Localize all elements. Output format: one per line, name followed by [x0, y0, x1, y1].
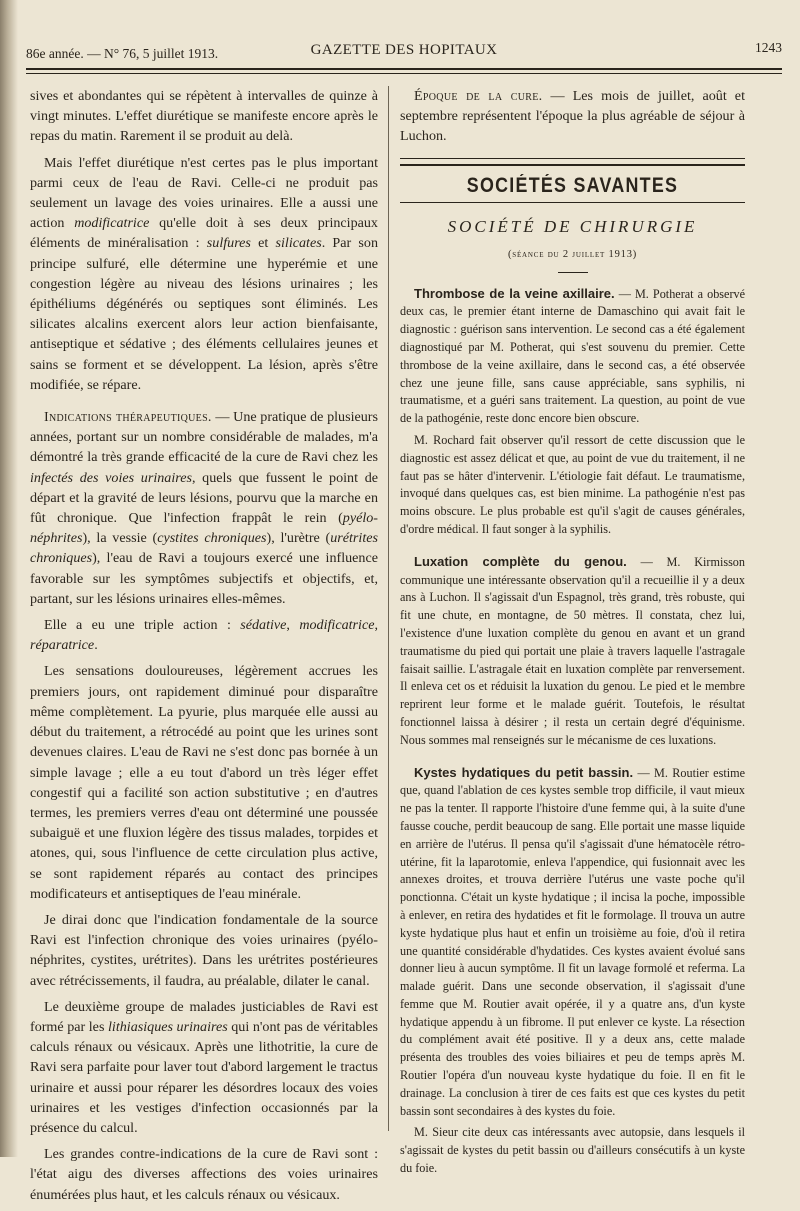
session-date: (séance du 2 juillet 1913)	[507, 249, 638, 261]
column-divider	[388, 86, 389, 1131]
report: Kystes hydatiques du petit bassin. — M. Routier estime que, quand l'ablation de ces kystes semble trop difficile, il vaut mieux ne pas la tenter. Il rapporte l'histoire d'une femme qui, à la suite d'une fausse couche, perdit beaucoup de sang. Elle portait une masse liquide en arrière de l'utérus. Il pensa qu'il s'agissait d'une hématocèle rétro-utérine, fit la laparotomie, enleva l'appendice, qui fusionnait avec les annexes droites, et trouva derrière l'utérus une vaste poche qu'il ponctionna. C'était un kyste hydatique ; il incisa la poche, impossible à enlever, en retira des hydatides et fit le formolage. Il trouva un autre kyste hydatique plus haut et enfin un troisième au foie, d'où il retira une quantité considérable d'hydatides. Ces kystes avaient évolué sans donner lieu à aucun symptôme. Il fit un lavage formolé et referma. La malade guérit. Dans une seconde observation, il s'agissait d'une femme que M. Routier avait opérée, il y a quatre ans, d'un kyste hydatique appendu à un fibrome. Il put enlever ce kyste. La résection du complément avait été positive. Il y a deux ans, cette malade présenta des troubles des voies biliaires et peu de temps après M. Routier l'opéra d'un nouveau kyste hydatique du foie. Il en fit le drainage. La conclusion à tirer de ces faits est que ces kystes du petit bassin sont secondaires à des kystes du foie.	[400, 764, 745, 1118]
report: Luxation complète du genou. — M. Kirmisson communique une intéressante observation qu'il a recueillie il y a deux ans à Luchon. Il s'agissait d'un Espagnol, très grand, très robuste, qui fit une chute, en montagne, de 50 mètres. Il constata, chez lui, l'existence d'une luxation complète du genou en avant et un grand traumatisme du pied qui portait une plaie à travers laquelle l'astragale faisait saillie. L'astragale était en luxation complète par renversement. Il enleva cet os et réduisit la luxation du genou. Le pied et le membre reprirent leur forme et le malade guérit. Toutefois, le résultat fonctionnel laissa à désirer ; il resta un certain degré d'équinisme. Nous sommes mal renseignés sur le mécanisme de ces luxations.	[400, 553, 745, 747]
report: Thrombose de la veine axillaire. — M. Potherat a observé deux cas, le premier étant interne de Damaschino qui avait fait le diagnostic : guérison sans intervention. Le second cas a été également diagnostiqué par M. Potherat, qui s'est souvenu du premier. Cette thrombose de la veine axillaire, dans le second cas, a été observée chez une jeune fille, sans cause appréciable, sans syphilis, ni traumatisme, et a guéri sans traitement. La question, au point de vue de la pathogénie, reste donc encore bien obscure.	[400, 285, 746, 426]
paragraph: Époque de la cure. — Les mois de juillet, août et septembre représentent l'époque la plus agréable de séjour à Luchon.	[400, 88, 745, 144]
short-rule	[558, 272, 588, 273]
section-rule	[400, 202, 745, 203]
page-number: 1243	[755, 40, 782, 55]
paragraph: Je dirai donc que l'indication fondamentale de la source Ravi est l'infection chronique des voies urinaires (pyélo-néphrites, cystites, urétrites). Dans les urétrites postérieures avec rétrécissements, il faudra, au préalable, dilater le canal.	[30, 911, 378, 989]
society-title: SOCIÉTÉ DE CHIRURGIE	[447, 217, 698, 237]
paragraph: Indications thérapeutiques. — Une pratique de plusieurs années, portant sur un nombre considérable de malades, m'a démontré la très grande efficacité de la cure de Ravi chez les infectés des voies urinaires, quels que fussent le point de départ et la gravité de leurs lésions, pourvu que la marche en fût chronique. Que l'infection frappât le rein (pyélo-néphrites), la vessie (cystites chroniques), l'urètre (urétrites chroniques), l'eau de Ravi a toujours exercé une influence favorable sur les symptômes subjectifs et objectifs, et, partant, sur les lésions urinaires elles-mêmes.	[30, 409, 378, 607]
paragraph: Les grandes contre-indications de la cure de Ravi sont : l'état aigu des diverses affections des voies urinaires énumérées plus haut, et les calculs rénaux ou vésicaux.	[30, 1146, 378, 1203]
paragraph: sives et abondantes qui se répètent à intervalles de quinze à vingt minutes. L'effet diurétique se manifeste encore après le repas du matin. Rarement il se produit au delà.	[30, 88, 378, 145]
section-title: SOCIÉTÉS SAVANTES	[466, 174, 679, 197]
issue-info: 86e année. — N° 76, 5 juillet 1913.	[26, 46, 219, 61]
report-title: Luxation complète du genou.	[414, 553, 627, 569]
report-title: Kystes hydatiques du petit bassin.	[414, 764, 634, 780]
header-rule	[26, 68, 782, 74]
paragraph: Elle a eu une triple action : sédative, modificatrice, réparatrice.	[30, 617, 378, 654]
runin-heading: Indications thérapeutiques.	[44, 409, 212, 426]
report: M. Sieur cite deux cas intéressants avec autopsie, dans lesquels il s'agissait de kystes du petit bassin ou d'ailleurs consécutifs à un kyste du foie.	[400, 1125, 745, 1176]
paragraph: Les sensations douloureuses, légèrement accrues les premiers jours, ont rapidement diminué pour disparaître même complètement. La pyurie, plus marquée elle aussi au début du traitement, a rétrocédé au point que les urines sont devenues claires. L'eau de Ravi ne s'est donc pas bornée à un simple lavage ; elle a eu tout d'abord un très léger effet congestif qui a facilité son action substitutive ; en d'autres termes, les premiers verres d'eau ont déterminé une poussée subaiguë et une fluxion légère des tissus malades, torpides et atones, qui, sous l'influence de cette circulation plus active, se sont rapidement réparés au contact des principes modificateurs et antiseptiques de l'eau minérale.	[30, 663, 378, 902]
reports	[400, 285, 745, 1178]
paragraph: Mais l'effet diurétique n'est certes pas le plus important parmi ceux de l'eau de Ravi. Celle-ci ne produit pas seulement un lavage des voies urinaires. Elle a aussi une action modificatrice qu'elle doit à ses deux principaux éléments de minéralisation : sulfures et silicates. Par son principe sulfuré, elle détermine une hyperémie et une congestion légère au niveau des lésions urinaires ; les épithéliums dégénérés ou septiques sont éliminés. Les silicates alcalins exercent alors leur action bienfaisante, antiseptique et sédative ; des éléments cellulaires jeunes et sains se forment et se développent. La lésion, après s'être modifiée, se répare.	[30, 154, 379, 393]
paragraph: Le deuxième groupe de malades justiciables de Ravi est formé par les lithiasiques urinaires qui n'ont pas de véritables calculs rénaux ou vésicaux. Après une lithotritie, la cure de Ravi sera parfaite pour laver tout d'abord largement le tractus urinaire et aussi pour réparer les désordres locaux des voies urinaires et les vestiges d'infection occasionnés par la présence du calcul.	[30, 998, 378, 1136]
runin-heading: Époque de la cure.	[414, 88, 543, 104]
right-column	[400, 86, 745, 1192]
report-title: Thrombose de la veine axillaire.	[414, 285, 615, 301]
page-header	[26, 42, 782, 66]
report: M. Rochard fait observer qu'il ressort de cette discussion que le diagnostic est assez délicat et que, au point de vue du traitement, il ne faut pas se hâter d'intervenir. L'étiologie fait défaut. Le traumatisme, invoqué dans quelques cas, est bien minime. La pathogénie n'est pas moins obscure. Le plus probable est qu'il s'agit de causes générales, d'ordre médical. Il faut songer à la syphilis.	[400, 432, 745, 536]
section-rule	[400, 158, 745, 166]
journal-title: GAZETTE DES HOPITAUX	[310, 42, 498, 58]
page-binding-shadow	[0, 0, 18, 1157]
left-column	[30, 86, 378, 1211]
